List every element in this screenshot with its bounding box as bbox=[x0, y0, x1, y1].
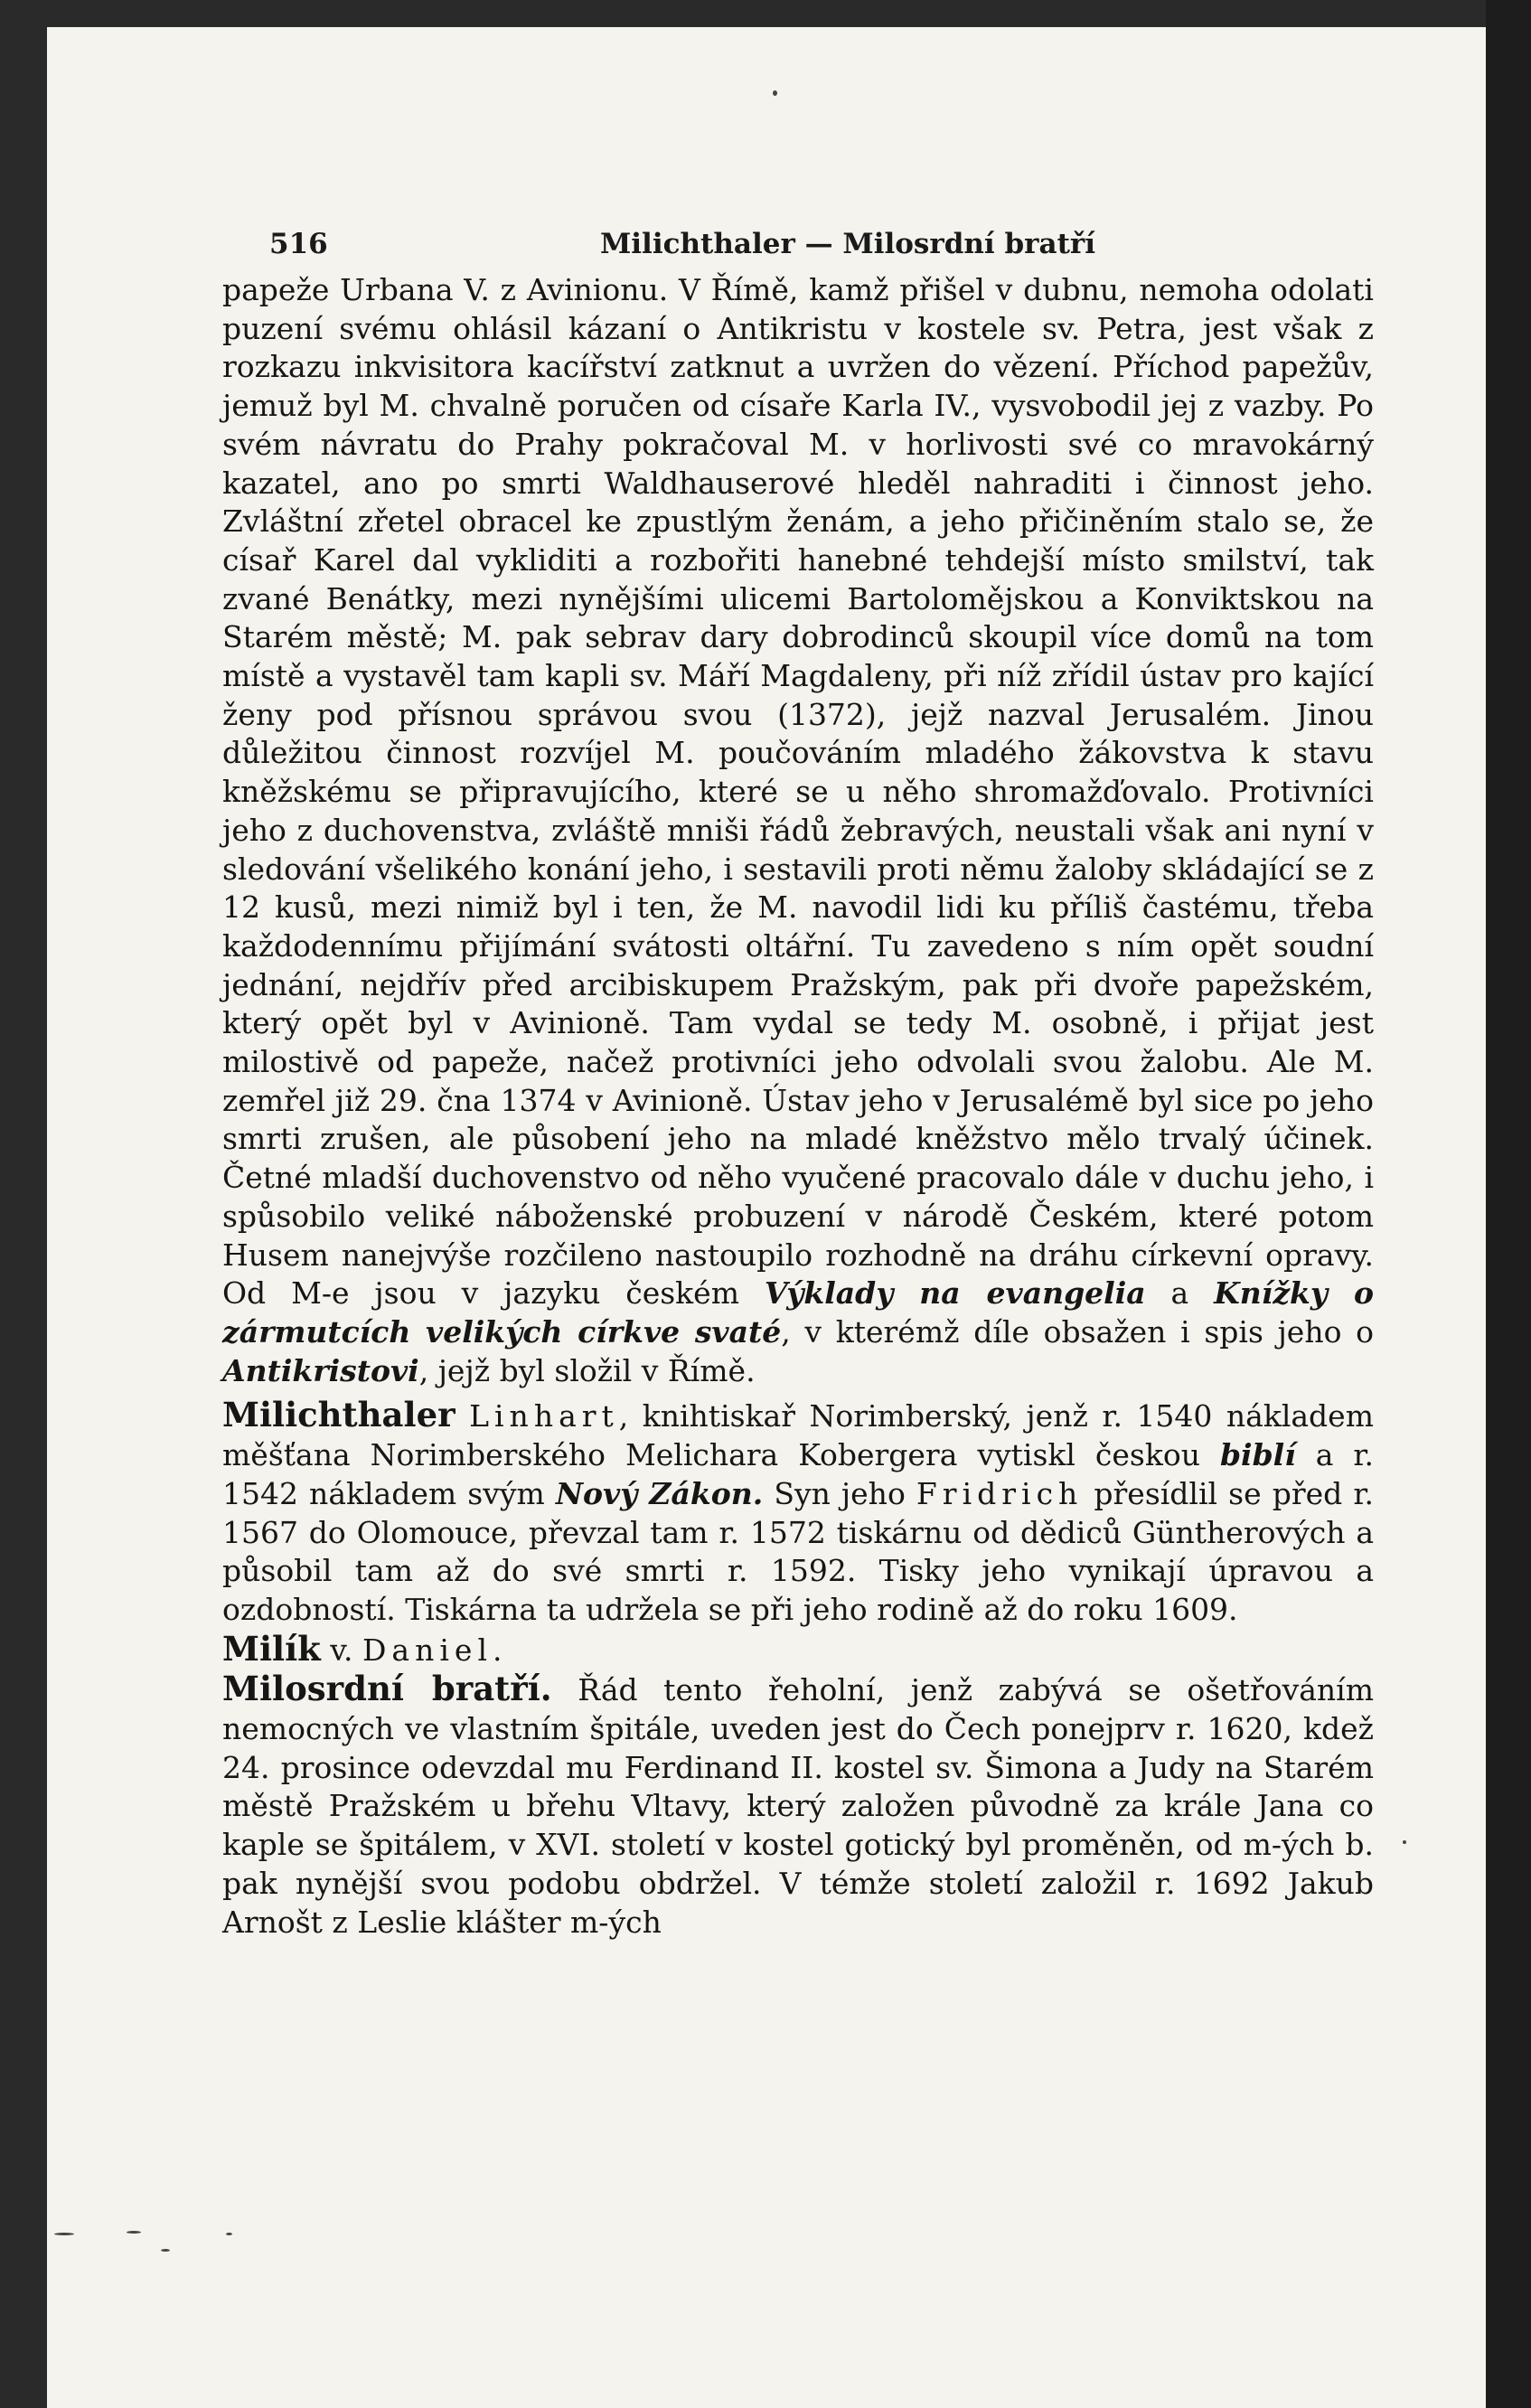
work-title-knizky: Knížky o zármutcích velikých církve svaté bbox=[222, 1275, 1375, 1350]
speck bbox=[226, 2233, 232, 2235]
speck bbox=[127, 2231, 141, 2234]
speck bbox=[1403, 1840, 1406, 1844]
speck bbox=[773, 90, 777, 96]
headword-milosrdni-bratri: Milosrdní bratří. bbox=[222, 1669, 552, 1709]
entry-text: Syn jeho bbox=[763, 1475, 916, 1511]
page-number: 516 bbox=[269, 228, 328, 260]
entry-text: a r. 1542 nákladem svým bbox=[222, 1437, 1374, 1511]
name-linhart: Linhart bbox=[469, 1398, 619, 1434]
speck bbox=[54, 2233, 74, 2235]
entry-text: Řád tento řeholní, jenž zabývá se ošetřováním nemocných ve vlastním špitále, uveden jest do Čech ponejprv r. 1620, kdež 24. prosince odevzdal mu Ferdinand II. kostel sv. Šimona a Judy na Starém městě Pražském u břehu Vltavy, který založen původně za krále Jana co kaple se špitálem, v XVI. století v kostel gotický byl proměněn, od m-ých b. pak nynější svou podobu obdržel. V témže století založil r. 1692 Jakub Arnošt z Leslie klášter m-ých bbox=[222, 1672, 1375, 1940]
entry-text: přesídlil se před r. 1567 do Olomouce, převzal tam r. 1572 tiskárnu od dědiců Güntherových a působil tam až do své smrti r. 1592. Tisky jeho vynikají úpravou a ozdobností. Tiskárna ta udržela se při jeho rodině až do roku 1609. bbox=[222, 1475, 1374, 1627]
entry-text: v. bbox=[320, 1632, 362, 1668]
entry-milichthaler bbox=[222, 1396, 1374, 1629]
headword-milik: Milík bbox=[222, 1628, 321, 1669]
running-header bbox=[269, 228, 1426, 264]
continuation-text: papeže Urbana V. z Avinionu. V Římě, kamž přišel v dubnu, nemoha odolati puzení svému ohlásil kázaní o Antikristu v kostele sv. Petra, jest však z rozkazu inkvisitora kacířství zatknut a uvržen do vězení. Příchod papežův, jemuž byl M. chvalně poručen od císaře Karla IV., vysvobodil jej z vazby. Po svém návratu do Prahy pokračoval M. v horlivosti své co mravokárný kazatel, ano po smrti Waldhauserové hleděl nahraditi i činnost jeho. Zvláštní zřetel obracel ke zpustlým ženám, a jeho přičiněním stalo se, že císař Karel dal vykliditi a rozbořiti hanebné tehdejší místo smilství, tak zvané Benátky, mezi nynějšími ulicemi Bartolomějskou a Konviktskou na Starém městě; M. pak sebrav dary dobrodinců skoupil více domů na tom místě a vystavěl tam kapli sv. Máří Magdaleny, při níž zřídil ústav pro kající ženy pod přísnou správou svou (1372), jejž nazval Jerusalém. Jinou důležitou činnost rozvíjel M. poučováním mladého žákovstva k stavu kněžskému se připravujícího, které se u něho shromažďovalo. Protivníci jeho z duchovenstva, zvláště mniši řádů žebravých, neustali však ani nyní v sledování všelikého konání jeho, i sestavili proti němu žaloby skládající se z 12 kusů, mezi nimiž byl i ten, že M. navodil lidi ku příliš častému, třeba každodennímu přijímání svátosti oltářní. Tu zavedeno s ním opět soudní jednání, nejdřív před arcibiskupem Pražským, pak při dvoře papežském, který opět byl v Avinioně. Tam vydal se tedy M. osobně, i přijat jest milostivě od papeže, načež protivníci jeho odvolali svou žalobu. Ale M. zemřel již 29. čna 1374 v Avinioně. Ústav jeho v Jerusalémě byl sice po jeho smrti zrušen, ale působení jeho na mladé kněžstvo mělo trvalý účinek. Četné mladší duchovenstvo od něho vyučené pracovalo dále v duchu jeho, i spůsobilo veliké náboženské probuzení v národě Českém, které potom Husem nanejvýše rozčileno nastoupilo rozhodně na dráhu církevní opravy. Od M-e jsou v jazyku českém bbox=[222, 272, 1374, 1312]
entry-milosrdni-bratri bbox=[222, 1670, 1374, 1942]
work-title-vyklady: Výklady na evangelia bbox=[764, 1275, 1146, 1312]
work-title-antikristovi: Antikristovi bbox=[222, 1352, 419, 1388]
name-fridrich: Fridrich bbox=[916, 1475, 1084, 1511]
continuation-paragraph bbox=[222, 271, 1374, 1390]
cross-reference-daniel: Daniel. bbox=[362, 1632, 508, 1668]
continuation-mid: , v kterémž díle obsažen i spis jeho o bbox=[781, 1313, 1374, 1350]
entry-milik bbox=[222, 1630, 1374, 1670]
speck bbox=[161, 2249, 170, 2252]
continuation-end: , jejž byl složil v Římě. bbox=[418, 1352, 756, 1388]
headword-milichthaler: Milichthaler bbox=[222, 1395, 456, 1435]
conjunction: a bbox=[1145, 1275, 1215, 1312]
scan-border bbox=[1486, 0, 1531, 2408]
running-title: Milichthaler — Milosrdní bratří bbox=[599, 228, 1096, 260]
entry-text: , knihtiskař Norimberský, jenž r. 1540 nákladem měšťana Norimberského Melichara Kobergera vytiskl českou bbox=[222, 1398, 1374, 1473]
italic-novy-zakon: Nový Zákon. bbox=[555, 1475, 764, 1511]
page-text bbox=[222, 271, 1374, 1942]
italic-bibli: biblí bbox=[1219, 1437, 1296, 1473]
